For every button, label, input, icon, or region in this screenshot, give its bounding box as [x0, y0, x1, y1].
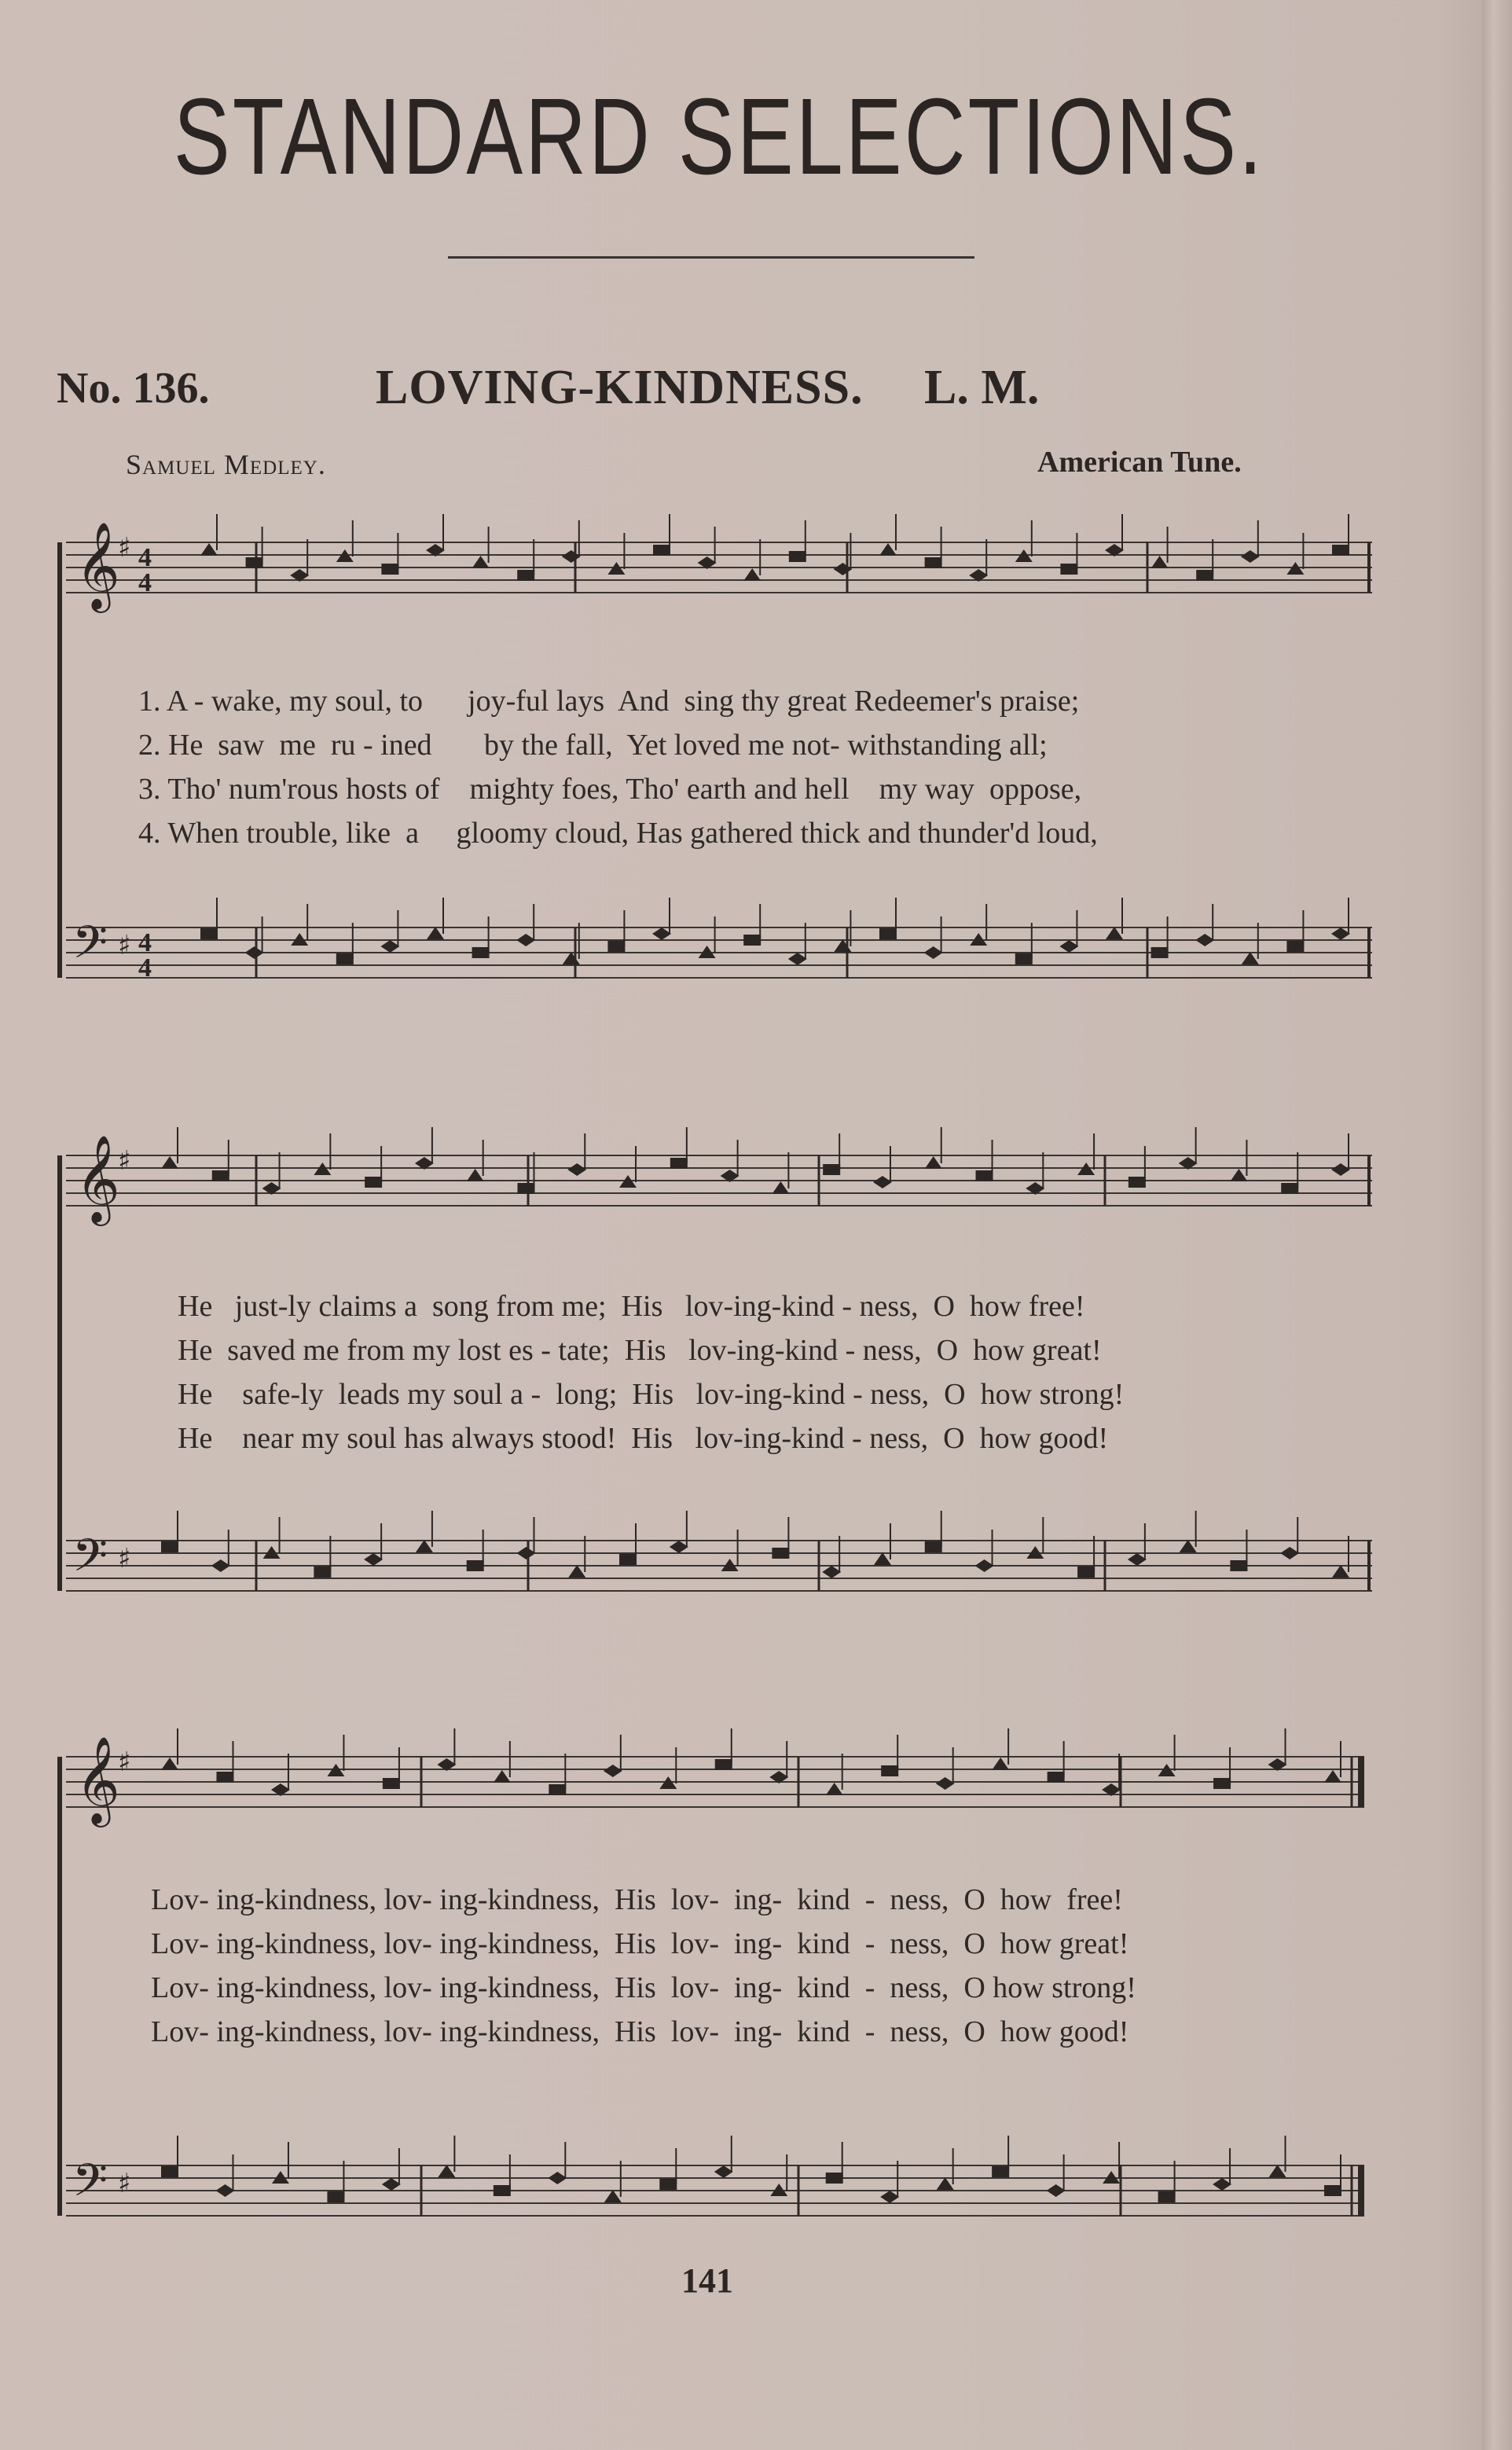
note-head	[925, 557, 942, 568]
lyric-line: 3. Tho' num'rous hosts of mighty foes, Tho' earth and hell my way oppose,	[138, 773, 1082, 806]
note-head	[1280, 1547, 1299, 1559]
note-head	[1106, 927, 1123, 939]
note-head	[568, 1565, 585, 1578]
note-head	[1048, 1772, 1065, 1783]
hymn-number: No. 136.	[57, 364, 210, 413]
note-head	[1269, 2165, 1286, 2177]
note-head	[472, 947, 490, 958]
note-head	[874, 1552, 891, 1565]
heading-rule	[448, 256, 974, 259]
note-head	[1180, 1540, 1197, 1552]
page-number: 141	[681, 2261, 733, 2300]
note-head	[549, 1784, 566, 1795]
note-head	[607, 941, 625, 952]
note-head	[604, 1765, 622, 1777]
note-head	[1331, 1163, 1350, 1176]
hymn-meter: L. M.	[924, 361, 1040, 414]
note-head	[1128, 1177, 1146, 1188]
sharp-sign: ♯	[118, 2168, 131, 2199]
note-head	[1196, 570, 1213, 581]
sharp-sign: ♯	[118, 1543, 131, 1574]
note-head	[1158, 2191, 1176, 2202]
sharp-sign: ♯	[118, 930, 131, 961]
note-head	[1230, 1169, 1247, 1181]
page-edge	[1482, 0, 1512, 2450]
time-signature: 4	[138, 543, 152, 572]
note-head	[1151, 556, 1169, 568]
note-head	[1331, 927, 1350, 940]
hymn-title: LOVING-KINDNESS.	[376, 361, 864, 414]
note-head	[494, 1770, 511, 1783]
time-signature: 4	[138, 568, 152, 597]
lyric-line: Lov- ing-kindness, lov- ing-kindness, His lov- ing- kind - ness, O how free!	[151, 1883, 1123, 1916]
note-head	[211, 1559, 230, 1572]
note-head	[246, 557, 263, 568]
note-head	[924, 946, 943, 959]
lyric-line: 4. When trouble, like a gloomy cloud, Has gathered thick and thunder'd loud,	[138, 817, 1098, 850]
note-head	[879, 543, 897, 556]
lyric-line: 1. A - wake, my soul, to joy-ful lays And sing thy great Redeemer's praise;	[138, 685, 1080, 718]
note-head	[743, 935, 761, 946]
note-head	[1332, 1565, 1349, 1578]
note-head	[653, 545, 670, 556]
note-head	[826, 1783, 843, 1795]
note-head	[772, 1548, 789, 1559]
note-head	[215, 2184, 234, 2197]
note-head	[743, 568, 761, 581]
note-head	[494, 2185, 511, 2196]
note-head	[200, 928, 218, 939]
note-head	[1059, 940, 1078, 953]
treble-staff	[66, 1155, 1372, 1206]
note-head	[619, 1554, 637, 1565]
bass-clef: 𝄢	[72, 916, 108, 980]
sharp-sign: ♯	[118, 532, 131, 564]
note-head	[327, 2191, 344, 2202]
note-head	[161, 1758, 178, 1770]
music-system-1	[52, 487, 1380, 1038]
lyric-line: He near my soul has always stood! His lov-ing-kind - ness, O how good!	[178, 1422, 1109, 1455]
note-head	[216, 1772, 233, 1783]
note-head	[1195, 934, 1214, 946]
lyric-line: Lov- ing-kindness, lov- ing-kindness, His lov- ing- kind - ness, O how good!	[151, 2015, 1129, 2048]
note-head	[992, 1758, 1009, 1770]
note-head	[1332, 545, 1349, 556]
note-head	[925, 1541, 942, 1552]
note-head	[1213, 1778, 1231, 1789]
note-head	[879, 928, 897, 939]
note-head	[715, 1759, 732, 1770]
note-head	[365, 1177, 382, 1188]
note-head	[245, 946, 264, 959]
note-head	[1128, 1553, 1147, 1566]
note-head	[438, 2165, 455, 2177]
note-head	[161, 1156, 178, 1169]
note-head	[976, 1170, 993, 1181]
note-head	[1324, 2185, 1341, 2196]
note-head	[467, 1560, 484, 1571]
note-head	[833, 563, 852, 575]
bass-clef: 𝄢	[72, 2154, 108, 2218]
hymn-author: Samuel Medley.	[126, 449, 326, 480]
music-system-3	[52, 1702, 1380, 2252]
note-head	[1281, 1183, 1298, 1194]
note-head	[567, 1163, 586, 1176]
note-head	[652, 927, 671, 940]
treble-clef: 𝄞	[75, 521, 120, 609]
note-head	[1286, 941, 1304, 952]
note-head	[1241, 550, 1260, 563]
note-head	[472, 556, 490, 568]
note-head	[1077, 1567, 1095, 1578]
note-head	[336, 953, 354, 964]
note-head	[788, 953, 807, 965]
note-head	[975, 1559, 994, 1572]
note-head	[1060, 564, 1077, 575]
bass-staff	[66, 1541, 1372, 1591]
note-head	[161, 2166, 178, 2177]
note-head	[516, 1547, 535, 1559]
note-head	[604, 2190, 622, 2202]
note-head	[1047, 2184, 1066, 2197]
lyric-line: He safe-ly leads my soul a - long; His lov-ing-kind - ness, O how strong!	[178, 1378, 1125, 1411]
note-head	[364, 1553, 383, 1566]
note-head	[1324, 1770, 1341, 1783]
note-head	[1151, 947, 1169, 958]
note-head	[826, 2173, 843, 2184]
note-head	[383, 1778, 400, 1789]
note-head	[517, 570, 534, 581]
page-heading: STANDARD SELECTIONS.	[173, 76, 1265, 197]
note-head	[670, 1541, 688, 1553]
note-head	[823, 1164, 840, 1175]
note-head	[1015, 953, 1033, 964]
note-head	[382, 2178, 401, 2191]
note-head	[937, 2177, 954, 2190]
sharp-sign: ♯	[118, 1747, 131, 1778]
note-head	[200, 543, 218, 556]
note-head	[1230, 1560, 1247, 1571]
lyric-line: Lov- ing-kindness, lov- ing-kindness, His lov- ing- kind - ness, O how strong!	[151, 1971, 1136, 2004]
note-head	[789, 551, 806, 562]
time-signature: 4	[138, 953, 152, 983]
lyric-line: He just-ly claims a song from me; His lov-ing-kind - ness, O how free!	[178, 1290, 1085, 1323]
time-signature: 4	[138, 928, 152, 957]
note-head	[467, 1169, 484, 1181]
bass-staff	[66, 2165, 1364, 2216]
note-head	[925, 1156, 942, 1169]
note-head	[416, 1540, 433, 1552]
note-head	[314, 1567, 331, 1578]
lyric-line: He saved me from my lost es - tate; His lov-ing-kind - ness, O how great!	[178, 1334, 1102, 1367]
music-system-2	[52, 1100, 1380, 1666]
note-head	[562, 550, 581, 563]
note-head	[822, 1566, 841, 1578]
note-head	[427, 927, 444, 939]
note-head	[548, 2172, 567, 2184]
sharp-sign: ♯	[118, 1145, 131, 1177]
treble-clef: 𝄞	[75, 1736, 120, 1824]
note-head	[659, 2179, 677, 2190]
note-head	[381, 564, 398, 575]
note-head	[881, 1765, 898, 1776]
lyric-line: 2. He saw me ru - ined by the fall, Yet loved me not- withstanding all;	[138, 729, 1048, 762]
hymn-tune: American Tune.	[1037, 446, 1242, 479]
note-head	[517, 1183, 534, 1194]
note-head	[880, 2191, 899, 2203]
lyric-line: Lov- ing-kindness, lov- ing-kindness, His lov- ing- kind - ness, O how great!	[151, 1927, 1129, 1960]
note-head	[670, 1158, 688, 1169]
note-head	[714, 2165, 733, 2178]
bass-clef: 𝄢	[72, 1529, 108, 1593]
note-head	[161, 1541, 178, 1552]
note-head	[992, 2166, 1009, 2177]
note-head	[873, 1176, 892, 1188]
note-head	[1242, 952, 1259, 964]
system-1-notation	[52, 487, 1380, 1038]
note-head	[380, 940, 399, 953]
note-head	[563, 952, 580, 964]
note-head	[516, 934, 535, 946]
note-head	[1213, 2178, 1231, 2191]
note-head	[772, 1181, 789, 1194]
note-head	[936, 1777, 955, 1790]
note-head	[834, 939, 851, 952]
note-head	[212, 1170, 229, 1181]
treble-clef: 𝄞	[75, 1134, 120, 1222]
